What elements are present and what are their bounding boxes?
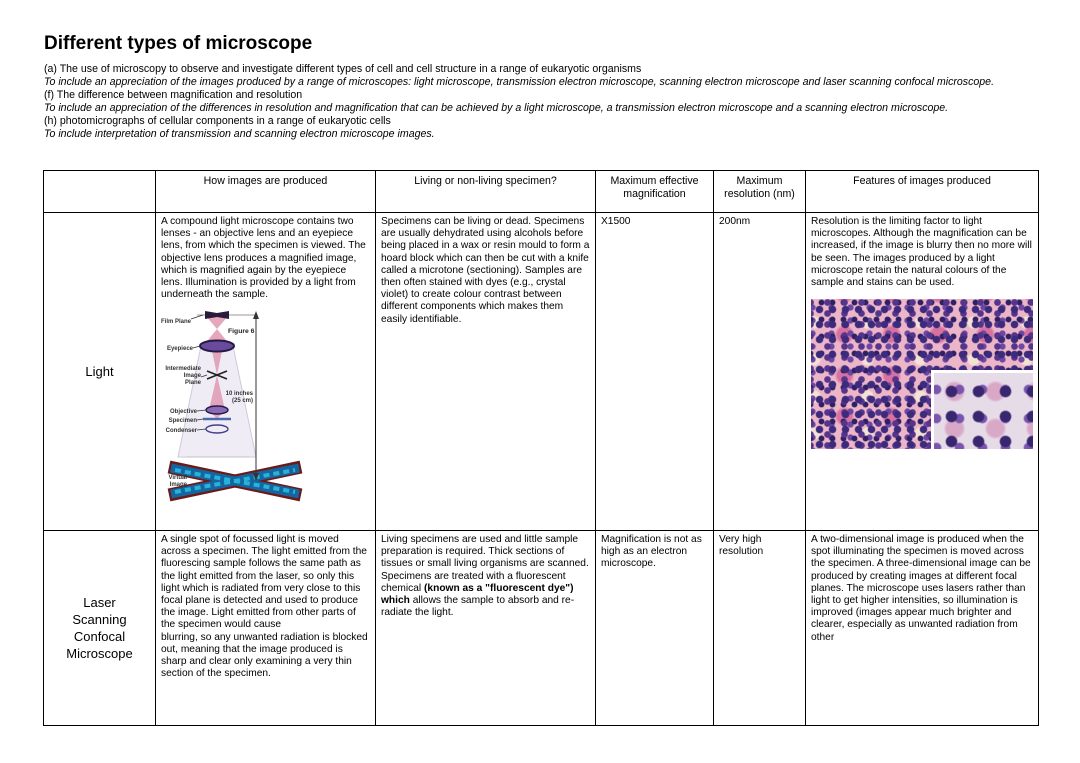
intro-line-a: (a) The use of microscopy to observe and investigate different types of cell and cell structure in a range of eukaryotic organisms bbox=[44, 63, 642, 75]
cell-confocal-living bbox=[376, 531, 596, 726]
row-label-confocal: Laser Scanning Confocal Microscope bbox=[44, 531, 156, 726]
figure-number-label: Figure 6 bbox=[228, 328, 255, 336]
virtual-image-label-1: Virtual bbox=[168, 475, 187, 482]
table-row-confocal bbox=[44, 531, 1039, 726]
cell-confocal-magnification: Magnification is not as high as an electron microscope. bbox=[596, 531, 714, 726]
page-title: Different types of microscope bbox=[44, 33, 313, 54]
intro-line-a-detail: To include an appreciation of the images produced by a range of microscopes: light microscope, transmission electron microscope, scanning electron microscope and laser scanning confocal microscope. bbox=[44, 76, 995, 88]
light-how-text: A compound light microscope contains two lenses - an objective lens and an eyepiece lens, from which the specimen is viewed. The objective lens produces a magnified image, which is magnified again by the eyepiece lens. Illumination is provided by a light from underneath the sample. bbox=[161, 216, 366, 301]
cell-light-resolution: 200nm bbox=[714, 213, 806, 531]
table-header-row bbox=[44, 171, 1039, 213]
header-living-specimen: Living or non-living specimen? bbox=[376, 171, 596, 213]
objective-label: Objective bbox=[169, 409, 197, 416]
light-features-text: Resolution is the limiting factor to light microscopes. Although the magnification can be increased, if the image is blurry then no more will be seen. The images produced by a light microscope retain the natural colours of the sample and stains can be used. bbox=[811, 216, 1032, 289]
header-how-images: How images are produced bbox=[156, 171, 376, 213]
cell-confocal-features: A two-dimensional image is produced when the spot illuminating the specimen is moved across the specimen. A three-dimensional image can be produced by creating images at different focal planes. The microscope uses lasers rather than light to get higher intensities, so illumination is improved (images appear much brighter and clearer, especially as unwanted radiation from other bbox=[806, 531, 1039, 726]
confocal-living-text-end: allows the sample to absorb and re-radiate the light. bbox=[381, 595, 575, 619]
intro-line-f: (f) The difference between magnification and resolution bbox=[44, 89, 303, 101]
leader-eyepiece bbox=[193, 346, 200, 348]
leader-film-plane bbox=[191, 315, 203, 319]
histology-micrograph-image bbox=[811, 299, 1033, 449]
distance-label-1: 10 inches bbox=[225, 391, 253, 398]
cell-confocal-resolution: Very high resolution bbox=[714, 531, 806, 726]
light-microscope-optics-diagram bbox=[161, 307, 371, 507]
intro-line-f-detail: To include an appreciation of the differences in resolution and magnification that can be achieved by a light microscope, a transmission electron microscope and a scanning electron microscope. bbox=[44, 102, 949, 114]
confocal-living-bold-text: (known as a "fluorescent dye") which bbox=[381, 582, 574, 607]
microscope-comparison-table bbox=[43, 170, 1039, 726]
film-plane-label: Film Plane bbox=[161, 319, 191, 326]
intermediate-label-2: Image bbox=[183, 373, 201, 380]
cell-light-features bbox=[806, 213, 1039, 531]
distance-label-2: (25 cm) bbox=[231, 398, 253, 405]
confocal-how-text-a: A single spot of focussed light is moved across a specimen. The light emitted from the fluorescing sample follows the same path as the light emitted from the laser, so only this light which is radiated from very close to this focal plane is detected and used to produce the image. Light emitted from other parts of the specimen would cause bbox=[161, 534, 367, 631]
intro-line-h: (h) photomicrographs of cellular components in a range of eukaryotic cells bbox=[44, 115, 391, 127]
intro-line-h-detail: To include interpretation of transmission and scanning electron microscope images. bbox=[44, 128, 435, 140]
intro-text bbox=[44, 63, 1038, 141]
header-max-resolution: Maximum resolution (nm) bbox=[714, 171, 806, 213]
cell-confocal-how bbox=[156, 531, 376, 726]
cell-light-how bbox=[156, 213, 376, 531]
header-features: Features of images produced bbox=[806, 171, 1039, 213]
eyepiece-lens bbox=[200, 341, 234, 352]
cell-light-living: Specimens can be living or dead. Specimens are usually dehydrated using alcohols before being placed in a wax or resin mould to form a hoard block which can then be cut with a knife called a microtone (sectioning). Samples are then often stained with dyes (e.g., crystal violet) to create colour contrast between different components which makes them easily identifiable. bbox=[376, 213, 596, 531]
intermediate-label-3: Plane bbox=[184, 380, 201, 387]
header-row-label bbox=[44, 171, 156, 213]
confocal-how-text-b: blurring, so any unwanted radiation is blocked out, meaning that the image produced is sharp and clear only examining a very thin section of the specimen. bbox=[161, 631, 368, 680]
specimen-label: Specimen bbox=[168, 418, 197, 425]
eyepiece-label: Eyepiece bbox=[166, 346, 193, 353]
condenser-label: Condenser bbox=[165, 428, 197, 435]
cell-light-magnification: X1500 bbox=[596, 213, 714, 531]
objective-lens bbox=[206, 406, 228, 414]
header-max-magnification: Maximum effective magnification bbox=[596, 171, 714, 213]
row-label-light: Light bbox=[44, 213, 156, 531]
table-row-light bbox=[44, 213, 1039, 531]
virtual-image-label-2: Image bbox=[169, 482, 187, 489]
intermediate-label-1: Intermediate bbox=[165, 366, 201, 373]
confocal-living-text: Living specimens are used and little sample preparation is required. Thick sections of tissues or small living organisms are scanned. Specimens are treated with a fluorescent chemical bbox=[381, 534, 589, 594]
micrograph-inset-image bbox=[931, 370, 1033, 450]
